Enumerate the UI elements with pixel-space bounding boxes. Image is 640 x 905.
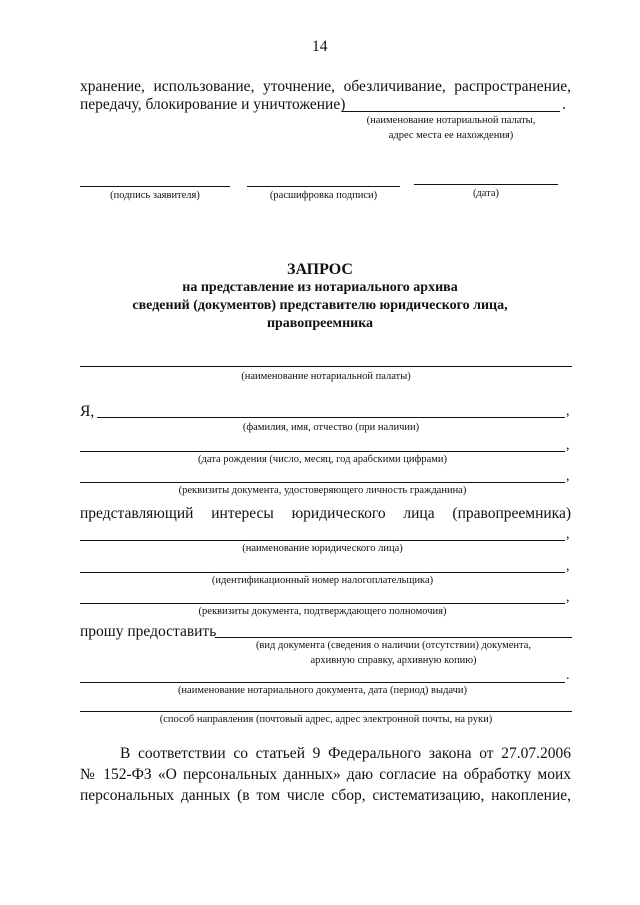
title-line-3: правопреемника [266, 316, 374, 331]
comma: , [566, 590, 570, 605]
date-caption: (дата) [472, 188, 500, 199]
consent-line-2: № 152-ФЗ «О персональных данных» даю согласие на обработку моих [80, 766, 571, 783]
document-heading: ЗАПРОС [287, 261, 353, 278]
authority-document-field[interactable] [80, 603, 565, 604]
inn-field[interactable] [80, 572, 565, 573]
ya-label: Я, [80, 403, 95, 420]
consent-line-3: персональных данных (в том числе сбор, систематизацию, накопление, [80, 787, 571, 804]
legal-entity-field[interactable] [80, 540, 565, 541]
notary-address-caption-2: адрес места ее нахождения) [388, 130, 514, 141]
document-type-caption-1: (вид документа (сведения о наличии (отсутствии) документа, [255, 640, 532, 651]
end-period: . [566, 668, 570, 683]
title-line-2: сведений (документов) представителю юридического лица, [132, 298, 508, 313]
identity-document-caption: (реквизиты документа, удостоверяющего личность гражданина) [178, 485, 467, 496]
signature-caption: (подпись заявителя) [110, 190, 200, 201]
page-number: 14 [312, 38, 328, 55]
comma: , [566, 438, 570, 453]
notarial-document-field[interactable] [80, 682, 565, 683]
full-name-caption: (фамилия, имя, отчество (при наличии) [242, 422, 420, 433]
representing-text: представляющий интересы юридического лица (правопреемника) [80, 505, 571, 522]
intro-line-1: хранение, использование, уточнение, обезличивание, распространение, [80, 78, 571, 95]
comma: , [566, 527, 570, 542]
consent-line-1: В соответствии со статьей 9 Федерального закона от 27.07.2006 [120, 745, 571, 762]
request-label: прошу предоставить [80, 623, 217, 640]
full-name-field[interactable] [97, 417, 565, 418]
intro-end-dot: . [562, 96, 566, 113]
intro-line-2: передачу, блокирование и уничтожение) [80, 96, 346, 113]
birth-date-caption: (дата рождения (число, месяц, год арабскими цифрами) [198, 454, 447, 465]
notary-chamber-field[interactable] [80, 366, 572, 367]
notary-address-field[interactable] [342, 111, 560, 112]
date-field[interactable] [414, 184, 558, 185]
comma: , [566, 559, 570, 574]
inn-caption: (идентификационный номер налогоплательщика) [211, 575, 434, 586]
identity-document-field[interactable] [80, 482, 565, 483]
document-type-caption-2: архивную справку, архивную копию) [310, 655, 477, 666]
delivery-method-caption: (способ направления (почтовый адрес, адрес электронной почты, на руки) [159, 714, 493, 725]
document-type-field[interactable] [215, 637, 572, 638]
legal-entity-caption: (наименование юридического лица) [242, 543, 403, 554]
authority-document-caption: (реквизиты документа, подтверждающего полномочия) [198, 606, 447, 617]
birth-date-field[interactable] [80, 451, 565, 452]
notary-chamber-caption: (наименование нотариальной палаты) [241, 371, 411, 382]
comma: , [566, 404, 570, 419]
comma: , [566, 469, 570, 484]
notarial-document-caption: (наименование нотариального документа, дата (период) выдачи) [177, 685, 468, 696]
signature-field[interactable] [80, 186, 230, 187]
delivery-method-field[interactable] [80, 711, 572, 712]
signature-decoding-caption: (расшифровка подписи) [269, 190, 378, 201]
title-line-1: на представление из нотариального архива [182, 280, 458, 295]
signature-decoding-field[interactable] [247, 186, 400, 187]
notary-address-caption-1: (наименование нотариальной палаты, [366, 115, 536, 126]
